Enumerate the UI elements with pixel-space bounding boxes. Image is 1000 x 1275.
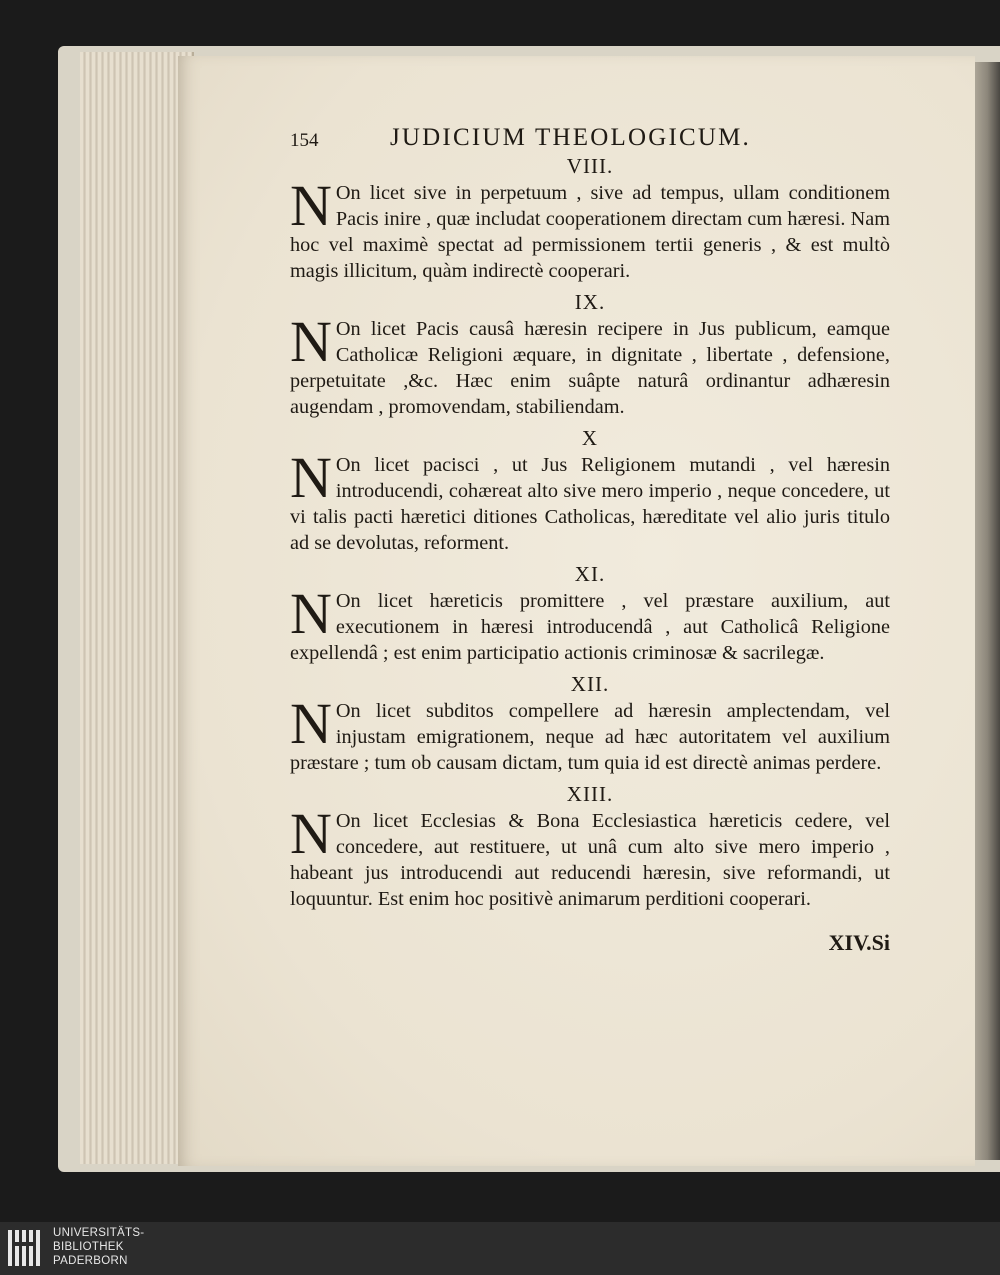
drop-cap: N xyxy=(290,173,332,238)
running-head: JUDICIUM THEOLOGICUM. xyxy=(390,124,752,151)
library-name xyxy=(53,1226,144,1268)
library-name-line: BIBLIOTHEK xyxy=(53,1241,124,1253)
section-paragraph xyxy=(290,581,890,666)
paragraph-text: On licet Ecclesias & Bona Ecclesiastica hæreticis cedere, vel concedere, aut restituere, ut unâ cum alto sive mero imperio , habeant jus introducendi aut reducendi hæresin, sive reformandi, ut loquuntur. Est enim hoc positivè animarum perditioni cooperari. xyxy=(290,810,890,910)
drop-cap: N xyxy=(290,691,332,756)
section-paragraph xyxy=(290,445,890,556)
paragraph-text: On licet hæreticis promittere , vel præstare auxilium, aut executionem in hæresi introducendâ , aut Catholicâ Religione expellendâ ; est enim participatio actionis criminosæ & sacrilegæ. xyxy=(290,590,890,664)
page-text xyxy=(290,118,890,956)
paragraph-text: On licet Pacis causâ hæresin recipere in Jus publicum, eamque Catholicæ Religioni æquare, in dignitate , libertate , defensione, perpetuitate ,&c. Hæc enim suâpte naturâ ordinantur adhæresin augendam , promovendam, stabiliendam. xyxy=(290,318,890,418)
section-number: VIII. xyxy=(566,154,614,178)
section-8 xyxy=(290,152,890,284)
section-10 xyxy=(290,424,890,556)
section-paragraph xyxy=(290,801,890,912)
library-name-line: UNIVERSITÄTS- xyxy=(53,1227,145,1239)
library-footer xyxy=(0,1222,1000,1275)
page-header xyxy=(290,118,890,152)
section-11 xyxy=(290,560,890,666)
section-paragraph xyxy=(290,173,890,284)
drop-cap: N xyxy=(290,445,332,510)
section-paragraph xyxy=(290,691,890,776)
section-number: X xyxy=(581,426,599,450)
paragraph-text: On licet pacisci , ut Jus Religionem mutandi , vel hæresin introducendi, cohæreat alto sive mero imperio , neque concedere, ut vi talis pacti hæretici ditiones Catholicas, hæreditate vel alio juris titulo ad se devolutas, reforment. xyxy=(290,454,890,554)
paragraph-text: On licet sive in perpetuum , sive ad tempus, ullam conditionem Pacis inire , quæ includat cooperationem directam cum hæresi. Nam hoc vel maximè spectat ad permissionem tertii generis , & est multò magis illicitum, quàm indirectè cooperari. xyxy=(290,182,890,282)
drop-cap: N xyxy=(290,309,332,374)
section-9 xyxy=(290,288,890,420)
drop-cap: N xyxy=(290,581,332,646)
section-number: XI. xyxy=(574,562,606,586)
section-number: XII. xyxy=(570,672,610,696)
section-13 xyxy=(290,780,890,912)
catchword: XIV.Si xyxy=(828,930,890,955)
section-number: IX. xyxy=(574,290,606,314)
section-12 xyxy=(290,670,890,776)
drop-cap: N xyxy=(290,801,332,866)
section-number: XIII. xyxy=(566,782,614,806)
library-name-line: PADERBORN xyxy=(53,1255,128,1267)
page-number: 154 xyxy=(290,130,319,151)
paragraph-text: On licet subditos compellere ad hæresin amplectendam, vel injustam emigrationem, neque ad hæc autoritatem vel auxilium præstare ; tum ob causam dictam, tum quia id est directè animas perdere. xyxy=(290,700,890,774)
section-paragraph xyxy=(290,309,890,420)
page-edges xyxy=(80,52,194,1164)
library-logo-icon xyxy=(6,1226,46,1270)
